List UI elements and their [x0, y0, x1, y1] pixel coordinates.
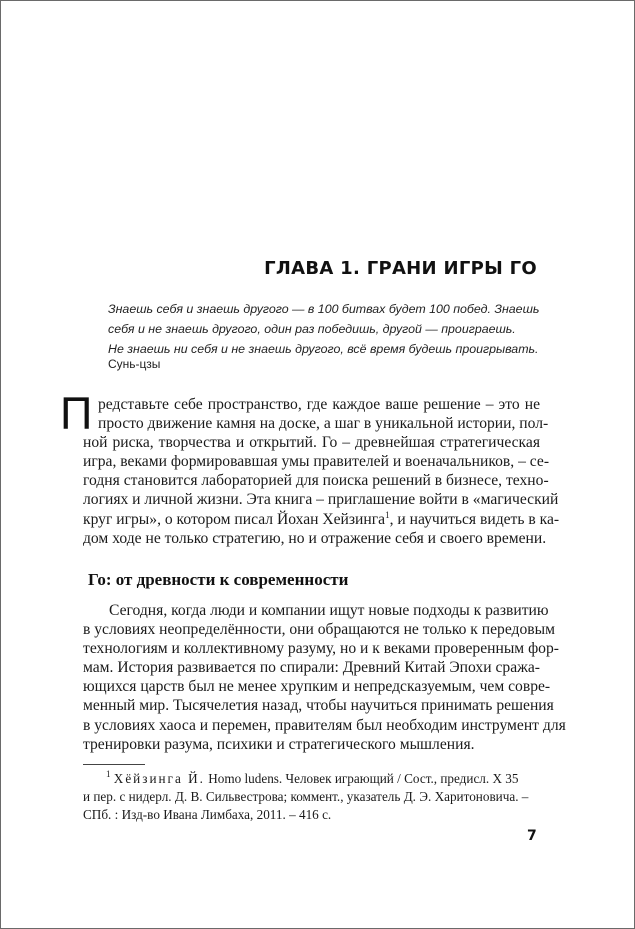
chapter-title: ГЛАВА 1. ГРАНИ ИГРЫ ГО	[264, 258, 537, 279]
section-paragraph	[83, 601, 566, 754]
footnote-author: Хёйзинга Й.	[113, 771, 205, 786]
intro-line: годня становится лабораторией для поиска решений в бизнесе, техно-	[83, 472, 549, 490]
intro-line-text: круг игры», о котором писал Йохан Хейзинга	[83, 510, 386, 528]
page-number: 7	[527, 828, 537, 844]
section-line: технологиям и коллективному разуму, но и к веками проверенным фор-	[83, 640, 559, 658]
drop-cap: П	[60, 388, 93, 439]
section-line: мам. История развивается по спирали: Древний Китай Эпохи сража-	[83, 659, 540, 677]
footnote-rule	[83, 764, 145, 765]
section-line: в условиях хаоса и перемен, правителям был необходим инструмент для	[83, 716, 566, 734]
intro-line: дом ходе не только стратегию, но и отражение себя и своего времени.	[83, 529, 547, 547]
intro-line	[83, 509, 560, 529]
intro-line-tail: , и научиться видеть в ка-	[389, 510, 560, 528]
intro-line: просто движение камня на доске, а шаг в уникальной истории, пол-	[98, 415, 549, 433]
epigraph-line: Не знаешь ни себя и не знаешь другого, всё время будешь проигрывать.	[108, 342, 539, 356]
footnote-line	[83, 770, 540, 788]
section-line: Сегодня, когда люди и компании ищут новые подходы к развитию	[109, 602, 549, 619]
intro-line: ной риска, творчества и открытий. Го – древнейшая стратегическая	[83, 434, 540, 452]
footnote-text: Homo ludens. Человек играющий / Сост., предисл. Х 35	[204, 771, 519, 786]
section-line: в условиях неопределённости, они обращаются не только к передовым	[83, 621, 555, 639]
section-line: тренировки разума, психики и стратегического мышления.	[83, 735, 475, 753]
footnote-line: СПб. : Изд-во Ивана Лимбаха, 2011. – 416 с.	[83, 807, 332, 822]
section-line: менный мир. Тысячелетия назад, чтобы научиться принимать решения	[83, 697, 554, 715]
footnote-line: и пер. с нидерл. Д. В. Сильвестрова; коммент., указатель Д. Э. Харитоновича. –	[83, 789, 529, 804]
intro-paragraph	[83, 395, 560, 548]
epigraph-line: себя и не знаешь другого, один раз победишь, другой — проиграешь.	[108, 322, 516, 336]
intro-line: редставьте себе пространство, где каждое ваше решение – это не	[98, 396, 540, 413]
footnote	[83, 770, 540, 824]
section-line: ющихся царств был не менее хрупким и непредсказуемым, чем совре-	[83, 678, 551, 696]
intro-line: логиях и личной жизни. Эта книга – приглашение войти в «магический	[83, 491, 559, 509]
section-heading: Го: от древности к современности	[88, 570, 349, 589]
footnote-marker: 1	[106, 769, 111, 779]
epigraph-line: Знаешь себя и знаешь другого — в 100 битвах будет 100 побед. Знаешь	[108, 302, 540, 316]
epigraph-author: Сунь-цзы	[108, 357, 161, 371]
footnote-reference: 1	[385, 509, 390, 520]
intro-line: игра, веками формировавшая умы правителей и военачальников, – се-	[83, 453, 550, 471]
epigraph	[108, 299, 548, 359]
